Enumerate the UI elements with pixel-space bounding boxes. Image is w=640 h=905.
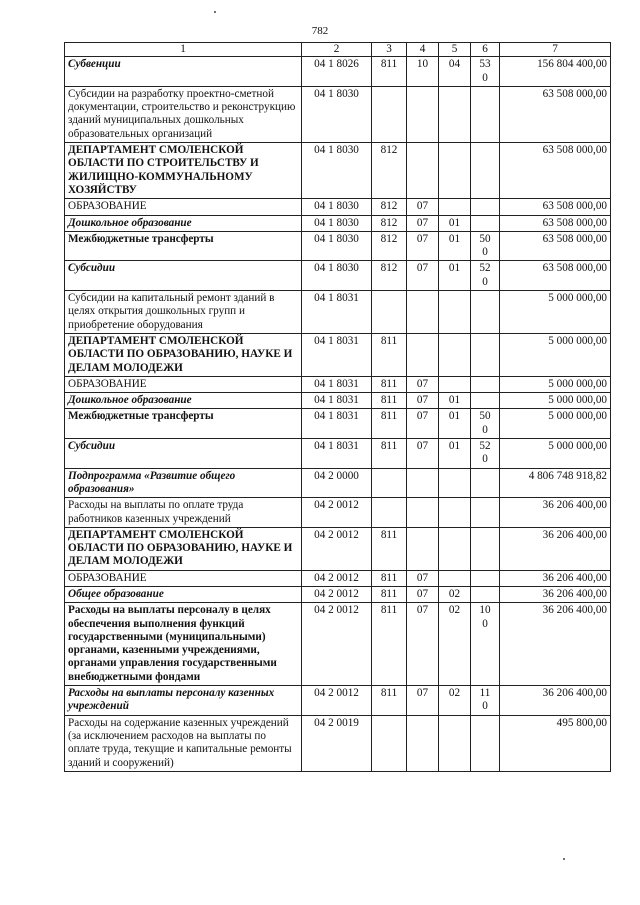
scan-speck [563,858,565,860]
grbs-cell: 812 [372,143,407,199]
expense-type-cell [471,409,500,439]
amount-cell: 156 804 400,00 [500,57,611,87]
subsection-cell: 04 [439,57,471,87]
expense-type-cell [471,261,500,291]
section-cell: 07 [407,376,439,392]
section-cell [407,468,439,498]
section-cell: 07 [407,215,439,231]
table-row [65,527,611,570]
grbs-cell: 812 [372,231,407,261]
expense-type-part: 50 [479,232,491,245]
table-row [65,143,611,199]
expense-type-part: 0 [482,700,488,713]
column-header: 2 [302,43,372,57]
amount-cell: 36 206 400,00 [500,498,611,528]
table-row [65,376,611,392]
grbs-cell [372,498,407,528]
target-code-cell: 04 2 0012 [302,570,372,586]
expense-type-part: 0 [482,617,488,630]
section-cell [407,498,439,528]
target-code-cell: 04 2 0012 [302,603,372,686]
target-code-cell: 04 1 8030 [302,215,372,231]
expense-type-cell [471,603,500,686]
row-name-cell: Подпрограмма «Развитие общего образования» [65,468,302,498]
row-name-cell: Общее образование [65,586,302,602]
grbs-cell: 811 [372,603,407,686]
subsection-cell: 01 [439,409,471,439]
expense-type-cell [471,57,500,87]
subsection-cell [439,498,471,528]
target-code-cell: 04 1 8030 [302,86,372,142]
row-name-cell: Дошкольное образование [65,393,302,409]
expense-type-cell [471,143,500,199]
expense-type-cell [471,439,500,469]
table-row [65,468,611,498]
grbs-cell: 811 [372,333,407,376]
grbs-cell: 812 [372,215,407,231]
table-row [65,199,611,215]
amount-cell: 63 508 000,00 [500,215,611,231]
section-cell: 07 [407,586,439,602]
expense-type-cell [471,498,500,528]
section-cell: 07 [407,393,439,409]
row-name-cell: Межбюджетные трансферты [65,409,302,439]
section-cell: 07 [407,686,439,716]
row-name-cell: Межбюджетные трансферты [65,231,302,261]
target-code-cell: 04 1 8031 [302,376,372,392]
amount-cell: 36 206 400,00 [500,570,611,586]
row-name-cell: Субсидии на капитальный ремонт зданий в целях открытия дошкольных групп и приобретение оборудования [65,291,302,334]
row-name-cell: ОБРАЗОВАНИЕ [65,199,302,215]
column-header: 5 [439,43,471,57]
budget-table [64,42,611,772]
grbs-cell: 811 [372,393,407,409]
table-row [65,393,611,409]
column-header: 4 [407,43,439,57]
grbs-cell: 811 [372,439,407,469]
expense-type-part: 10 [479,604,491,617]
table-row [65,333,611,376]
section-cell [407,715,439,771]
section-cell [407,333,439,376]
section-cell [407,291,439,334]
table-row [65,498,611,528]
grbs-cell: 812 [372,261,407,291]
subsection-cell [439,468,471,498]
grbs-cell: 812 [372,199,407,215]
table-row [65,586,611,602]
section-cell: 07 [407,231,439,261]
grbs-cell [372,291,407,334]
expense-type-part: 52 [479,440,491,453]
expense-type-cell [471,570,500,586]
expense-type-cell [471,468,500,498]
amount-cell: 495 800,00 [500,715,611,771]
row-name-cell: Субсидии [65,439,302,469]
table-row [65,57,611,87]
table-row [65,603,611,686]
amount-cell: 63 508 000,00 [500,231,611,261]
target-code-cell: 04 1 8030 [302,231,372,261]
row-name-cell: ОБРАЗОВАНИЕ [65,376,302,392]
expense-type-part: 0 [482,275,488,288]
table-row [65,409,611,439]
row-name-cell: ОБРАЗОВАНИЕ [65,570,302,586]
expense-type-cell [471,333,500,376]
expense-type-cell [471,393,500,409]
target-code-cell: 04 1 8030 [302,143,372,199]
target-code-cell: 04 1 8031 [302,291,372,334]
amount-cell: 63 508 000,00 [500,143,611,199]
row-name-cell: Дошкольное образование [65,215,302,231]
row-name-cell: Расходы на выплаты персоналу в целях обеспечения выполнения функций государственными (муниципальными) органами, казенными учреждениями, органами управления государственными внебюджетными фондами [65,603,302,686]
amount-cell: 36 206 400,00 [500,603,611,686]
page-number: 782 [311,25,329,37]
target-code-cell: 04 2 0012 [302,586,372,602]
subsection-cell [439,333,471,376]
grbs-cell [372,86,407,142]
section-cell [407,527,439,570]
row-name-cell: ДЕПАРТАМЕНТ СМОЛЕНСКОЙ ОБЛАСТИ ПО СТРОИТЕЛЬСТВУ И ЖИЛИЩНО-КОММУНАЛЬНОМУ ХОЗЯЙСТВУ [65,143,302,199]
expense-type-cell [471,586,500,602]
expense-type-cell [471,199,500,215]
target-code-cell: 04 1 8031 [302,439,372,469]
subsection-cell: 02 [439,603,471,686]
row-name-cell: Субсидии [65,261,302,291]
column-header: 3 [372,43,407,57]
grbs-cell: 811 [372,570,407,586]
section-cell: 07 [407,570,439,586]
section-cell: 07 [407,603,439,686]
amount-cell: 36 206 400,00 [500,586,611,602]
scan-speck [214,11,216,13]
expense-type-cell [471,231,500,261]
header-row [65,43,611,57]
grbs-cell [372,715,407,771]
expense-type-part: 50 [479,410,491,423]
target-code-cell: 04 1 8030 [302,261,372,291]
table-row [65,215,611,231]
target-code-cell: 04 1 8031 [302,393,372,409]
table-row [65,686,611,716]
subsection-cell: 01 [439,439,471,469]
expense-type-cell [471,527,500,570]
subsection-cell [439,143,471,199]
row-name-cell: Субвенции [65,57,302,87]
subsection-cell: 01 [439,215,471,231]
row-name-cell: Субсидии на разработку проектно-сметной документации, строительство и реконструкцию зданий муниципальных дошкольных образовательных организаций [65,86,302,142]
grbs-cell: 811 [372,527,407,570]
expense-type-part: 0 [482,423,488,436]
amount-cell: 63 508 000,00 [500,261,611,291]
column-header: 7 [500,43,611,57]
expense-type-part: 53 [479,58,491,71]
table-row [65,715,611,771]
subsection-cell: 02 [439,586,471,602]
amount-cell: 5 000 000,00 [500,333,611,376]
grbs-cell: 811 [372,57,407,87]
subsection-cell [439,86,471,142]
expense-type-part: 0 [482,71,488,84]
grbs-cell [372,468,407,498]
row-name-cell: Расходы на выплаты по оплате труда работников казенных учреждений [65,498,302,528]
target-code-cell: 04 1 8026 [302,57,372,87]
subsection-cell: 02 [439,686,471,716]
amount-cell: 36 206 400,00 [500,686,611,716]
target-code-cell: 04 2 0012 [302,686,372,716]
table-row [65,86,611,142]
grbs-cell: 811 [372,686,407,716]
amount-cell: 4 806 748 918,82 [500,468,611,498]
amount-cell: 5 000 000,00 [500,376,611,392]
section-cell: 07 [407,199,439,215]
amount-cell: 5 000 000,00 [500,439,611,469]
subsection-cell [439,291,471,334]
subsection-cell [439,570,471,586]
grbs-cell: 811 [372,586,407,602]
section-cell: 07 [407,409,439,439]
expense-type-cell [471,686,500,716]
table-row [65,291,611,334]
subsection-cell: 01 [439,261,471,291]
section-cell [407,86,439,142]
expense-type-cell [471,376,500,392]
target-code-cell: 04 1 8031 [302,409,372,439]
grbs-cell: 811 [372,376,407,392]
row-name-cell: ДЕПАРТАМЕНТ СМОЛЕНСКОЙ ОБЛАСТИ ПО ОБРАЗОВАНИЮ, НАУКЕ И ДЕЛАМ МОЛОДЕЖИ [65,333,302,376]
target-code-cell: 04 2 0012 [302,498,372,528]
section-cell: 10 [407,57,439,87]
subsection-cell [439,527,471,570]
amount-cell: 5 000 000,00 [500,409,611,439]
target-code-cell: 04 2 0019 [302,715,372,771]
table-body [65,57,611,772]
expense-type-part: 0 [482,246,488,259]
table-row [65,261,611,291]
column-header: 1 [65,43,302,57]
target-code-cell: 04 1 8031 [302,333,372,376]
target-code-cell: 04 2 0000 [302,468,372,498]
row-name-cell: Расходы на содержание казенных учреждений (за исключением расходов на выплаты по оплате труда, текущие и капитальные ремонты зданий и сооружений) [65,715,302,771]
expense-type-cell [471,291,500,334]
expense-type-cell [471,215,500,231]
subsection-cell: 01 [439,393,471,409]
subsection-cell [439,715,471,771]
column-header: 6 [471,43,500,57]
expense-type-part: 52 [479,262,491,275]
expense-type-part: 0 [482,453,488,466]
expense-type-cell [471,715,500,771]
subsection-cell [439,199,471,215]
section-cell: 07 [407,439,439,469]
subsection-cell: 01 [439,231,471,261]
table-header [65,43,611,57]
table-row [65,570,611,586]
target-code-cell: 04 2 0012 [302,527,372,570]
amount-cell: 5 000 000,00 [500,393,611,409]
amount-cell: 5 000 000,00 [500,291,611,334]
amount-cell: 36 206 400,00 [500,527,611,570]
row-name-cell: Расходы на выплаты персоналу казенных учреждений [65,686,302,716]
section-cell [407,143,439,199]
amount-cell: 63 508 000,00 [500,86,611,142]
grbs-cell: 811 [372,409,407,439]
row-name-cell: ДЕПАРТАМЕНТ СМОЛЕНСКОЙ ОБЛАСТИ ПО ОБРАЗОВАНИЮ, НАУКЕ И ДЕЛАМ МОЛОДЕЖИ [65,527,302,570]
subsection-cell [439,376,471,392]
expense-type-part: 11 [479,687,491,700]
section-cell: 07 [407,261,439,291]
expense-type-cell [471,86,500,142]
table-row [65,439,611,469]
target-code-cell: 04 1 8030 [302,199,372,215]
amount-cell: 63 508 000,00 [500,199,611,215]
table-row [65,231,611,261]
